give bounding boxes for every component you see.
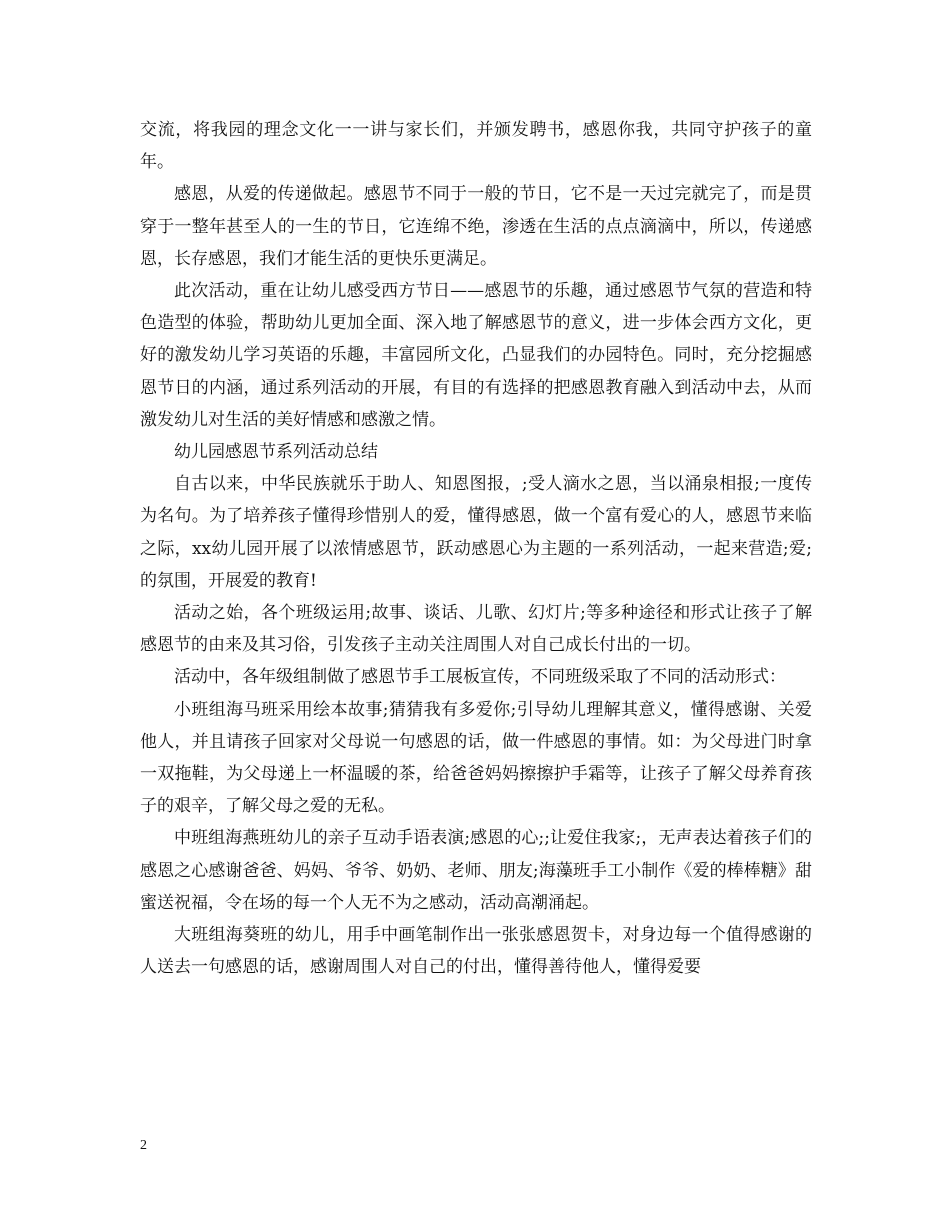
section-heading: 幼儿园感恩节系列活动总结	[174, 442, 378, 463]
paragraph-1: 交流，将我园的理念文化一一讲与家长们，并颁发聘书，感恩你我，共同守护孩子的童年。	[140, 120, 812, 173]
paragraph-7: 活动中，各年级组制做了感恩节手工展板宣传，不同班级采取了不同的活动形式：	[174, 667, 786, 688]
body-text	[140, 114, 812, 983]
paragraph-2: 感恩，从爱的传递做起。感恩节不同于一般的节日，它不是一天过完就完了，而是贯穿于一整年甚至人的一生的节日，它连绵不绝，渗透在生活的点点滴滴中，所以，传递感恩，长存感恩，我们才能生活的更快乐更满足。	[140, 184, 812, 269]
paragraph-10: 大班组海葵班的幼儿，用手中画笔制作出一张张感恩贺卡，对身边每一个值得感谢的人送去一句感恩的话，感谢周围人对自己的付出，懂得善待他人，懂得爱要	[140, 925, 812, 978]
page-number: 2	[140, 1138, 147, 1153]
paragraph-9: 中班组海燕班幼儿的亲子互动手语表演;感恩的心;;让爱住我家;，无声表达着孩子们的感恩之心感谢爸爸、妈妈、爷爷、奶奶、老师、朋友;海藻班手工小制作《爱的棒棒糖》甜蜜送祝福，令在场的每一个人无不为之感动，活动高潮涌起。	[140, 828, 812, 913]
paragraph-6: 活动之始，各个班级运用;故事、谈话、儿歌、幻灯片;等多种途径和形式让孩子了解感恩节的由来及其习俗，引发孩子主动关注周围人对自己成长付出的一切。	[140, 603, 812, 656]
paragraph-3: 此次活动，重在让幼儿感受西方节日——感恩节的乐趣，通过感恩节气氛的营造和特色造型的体验，帮助幼儿更加全面、深入地了解感恩节的意义，进一步体会西方文化，更好的激发幼儿学习英语的乐趣，丰富园所文化，凸显我们的办园特色。同时，充分挖掘感恩节日的内涵，通过系列活动的开展，有目的有选择的把感恩教育融入到活动中去，从而激发幼儿对生活的美好情感和感激之情。	[140, 281, 812, 430]
paragraph-5: 自古以来，中华民族就乐于助人、知恩图报，;受人滴水之恩，当以涌泉相报;一度传为名句。为了培养孩子懂得珍惜别人的爱，懂得感恩，做一个富有爱心的人，感恩节来临之际，xx幼儿园开展了以浓情感恩节，跃动感恩心为主题的一系列活动，一起来营造;爱;的氛围，开展爱的教育!	[140, 474, 812, 591]
paragraph-8: 小班组海马班采用绘本故事;猜猜我有多爱你;引导幼儿理解其意义，懂得感谢、关爱他人，并且请孩子回家对父母说一句感恩的话，做一件感恩的事情。如：为父母进门时拿一双拖鞋，为父母递上一杯温暖的茶，给爸爸妈妈擦擦护手霜等，让孩子了解父母养育孩子的艰辛，了解父母之爱的无私。	[140, 699, 812, 817]
